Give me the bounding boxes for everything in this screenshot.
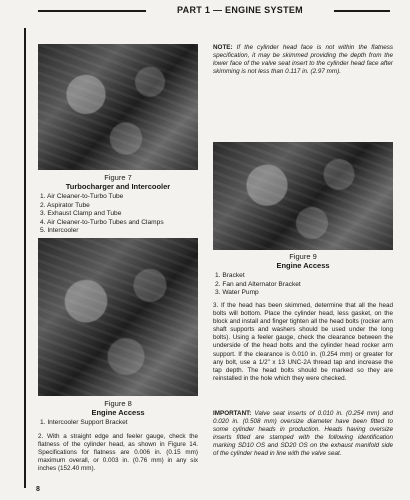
page-number: 8 <box>36 486 40 493</box>
figure-8-legend <box>40 419 128 428</box>
figure-8-photo <box>38 238 198 396</box>
figure-9-item: 1. Bracket <box>215 272 245 279</box>
important-text: Valve seat inserts of 0.010 in. (0.254 mm) and 0.020 in. (0.508 mm) oversize diameter have been fitted to some cylinder heads in production. Heads having oversize inserts fitted are stamped with the following identification marking SD10 OS and SD20 OS on the exhaust manifold side of the cylinder head in line with the valve seat. <box>213 410 394 458</box>
step-3-paragraph: 3. If the head has been skimmed, determine that all the head bolts will bottom. Place the cylinder head, less gasket, on the block and install and finger tighten all the head bolts (rocker arm shaft supports and washers should be used under the long bolts). Using a feeler gauge, check the clearance between the underside of the head bolts and the cylinder head rocker arm support. If the clearance is 0.010 in. (0.254 mm) or greater for any bolt, use a 1/2" x 13 UNC-2A thread tap and increase the tap depth. The head bolts should be marked so they are reinstalled in the hole which they were checked. <box>213 302 393 382</box>
page-border-line <box>24 28 26 488</box>
important-label: IMPORTANT: <box>213 410 252 417</box>
header-rule-right <box>334 10 390 12</box>
figure-7-item: 1. Air Cleaner-to-Turbo Tube <box>40 193 124 200</box>
figure-8-item: 1. Intercooler Support Bracket <box>40 419 128 426</box>
figure-9-item: 3. Water Pump <box>215 289 259 297</box>
figure-7-legend <box>40 193 164 236</box>
page-header-title: PART 1 — ENGINE SYSTEM <box>177 5 303 15</box>
note-text: If the cylinder head face is not within the flatness specification, it may be skimmed providing the depth from the lower face of the valve seat insert to the cylinder head face after skimming is not less than 0.117 in. (2.97 mm). <box>213 44 394 76</box>
figure-7-item: 4. Air Cleaner-to-Turbo Tubes and Clamps <box>40 218 164 226</box>
figure-9-legend <box>215 272 301 298</box>
figure-8-number: Figure 8 <box>104 399 132 408</box>
figure-7-item: 2. Aspirator Tube <box>40 201 90 209</box>
important-paragraph <box>213 410 393 459</box>
figure-7-number: Figure 7 <box>104 173 132 182</box>
figure-9-photo <box>213 142 393 250</box>
step-2-paragraph: 2. With a straight edge and feeler gauge, check the flatness of the cylinder head, as shown in Figure 14. Specifications for flatness are 0.006 in. (0.15 mm) maximum overall, or 0.003 in. (0.76 mm) in any six inches (152.40 mm). <box>38 433 198 473</box>
figure-9-number: Figure 9 <box>289 252 317 261</box>
figure-9-item: 2. Fan and Alternator Bracket <box>215 280 301 288</box>
note-label: NOTE: <box>213 44 233 51</box>
figure-8-title: Engine Access <box>91 408 145 417</box>
figure-9-title: Engine Access <box>276 261 330 270</box>
header-rule-left <box>38 10 146 12</box>
figure-7-item: 3. Exhaust Clamp and Tube <box>40 210 122 218</box>
figure-7-item: 5. Intercooler <box>40 227 79 235</box>
figure-7-photo <box>38 44 198 170</box>
note-paragraph <box>213 44 393 76</box>
figure-7-title: Turbocharger and Intercooler <box>65 182 171 191</box>
